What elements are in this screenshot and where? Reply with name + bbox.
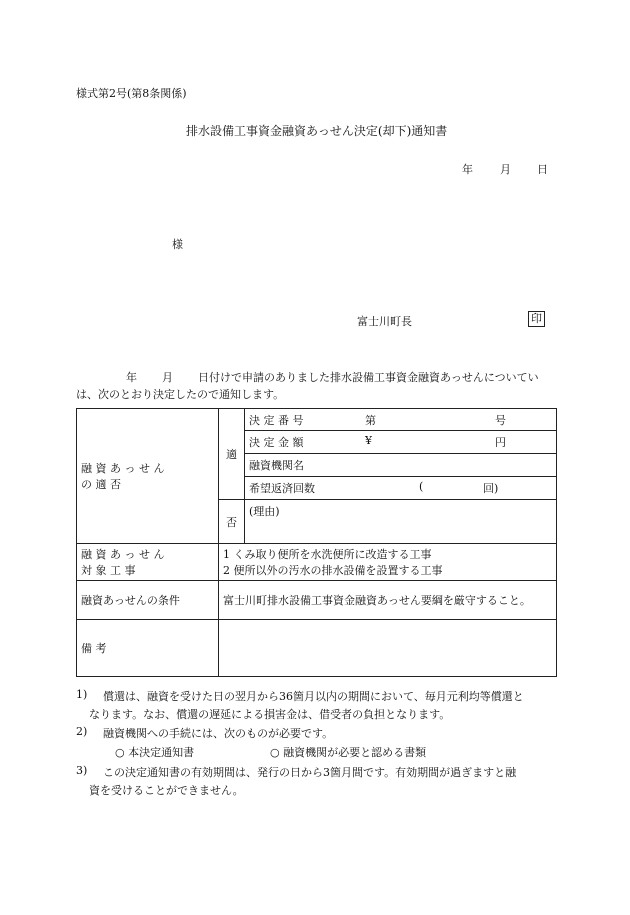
approval-label-line2: の 適 否 <box>81 478 121 491</box>
note-2-text: 融資機関への手続には、次のものが必要です。 <box>103 727 334 740</box>
approve-label: 適 <box>219 409 245 500</box>
target-work-label-cell <box>77 544 219 581</box>
repayment-cell <box>245 477 557 500</box>
form-number: 様式第2号(第8条関係) <box>76 87 187 100</box>
intro-month: 月 <box>162 371 173 384</box>
table-row <box>77 409 557 431</box>
document-title: 排水設備工事資金融資あっせん決定(却下)通知書 <box>186 124 448 138</box>
condition-text: 富士川町排水設備工事資金融資あっせん要綱を厳守すること。 <box>219 581 557 620</box>
work-item-1: 1 くみ取り便所を水洗便所に改造する工事 <box>223 548 432 561</box>
table-row <box>77 620 557 677</box>
deny-label: 否 <box>219 500 245 544</box>
reason-label: (理由) <box>249 505 280 518</box>
condition-label: 融資あっせんの条件 <box>77 581 219 620</box>
note-2-item2: ○ 融資機関が必要と認める書類 <box>270 746 427 759</box>
note-2-number: 2) <box>76 725 88 738</box>
intro-line1: 日付けで申請のありました排水設備工事資金融資あっせんについてい <box>198 371 539 384</box>
intro-line2: は、次のとおり決定したので通知します。 <box>76 388 285 401</box>
table-row <box>77 581 557 620</box>
date-day: 日 <box>537 163 548 176</box>
institution-label: 融資機関名 <box>249 459 304 472</box>
note-3-number: 3) <box>76 764 88 777</box>
date-year: 年 <box>462 163 473 176</box>
decision-number-suffix: 号 <box>495 413 506 427</box>
repayment-label: 希望返済回数 <box>249 482 315 495</box>
target-work-label-line1: 融 資 あ っ せ ん <box>81 548 165 561</box>
decision-table <box>76 408 557 677</box>
institution-cell <box>245 454 557 477</box>
currency-symbol: ¥ <box>365 434 372 447</box>
reason-cell <box>245 500 557 544</box>
note-1-line1: 償還は、融資を受けた日の翌月から36箇月以内の期間において、毎月元利均等償還と <box>103 690 524 703</box>
target-work-label-line2: 対 象 工 事 <box>81 564 136 577</box>
approval-label-line1: 融 資 あ っ せ ん <box>81 462 165 475</box>
addressee-suffix: 様 <box>172 238 183 251</box>
table-row <box>77 544 557 581</box>
note-1-number: 1) <box>76 688 88 701</box>
issuer-name: 富士川町長 <box>357 315 412 328</box>
decision-amount-cell <box>245 431 557 454</box>
repayment-close: 回) <box>483 482 499 495</box>
decision-amount-label: 決 定 金 額 <box>249 436 304 449</box>
approval-label-cell <box>77 409 219 544</box>
work-item-2: 2 便所以外の汚水の排水設備を設置する工事 <box>223 564 443 577</box>
decision-number-cell <box>245 409 557 431</box>
note-2-item1: ○ 本決定通知書 <box>115 746 195 759</box>
note-3-line1: この決定通知書の有効期間は、発行の日から3箇月間です。有効期間が過ぎますと融 <box>103 766 517 779</box>
note-3-line2: 資を受けることができません。 <box>89 784 244 797</box>
decision-number-prefix: 第 <box>365 413 376 427</box>
remarks-label: 備 考 <box>77 620 219 677</box>
amount-unit: 円 <box>495 436 506 449</box>
seal-mark <box>528 311 545 327</box>
remarks-cell <box>219 620 557 677</box>
date-month: 月 <box>500 163 511 176</box>
repayment-open: ( <box>419 480 424 493</box>
target-work-cell <box>219 544 557 581</box>
note-1-line2: なります。なお、償還の遅延による損害金は、借受者の負担となります。 <box>89 708 451 721</box>
seal-text: 印 <box>528 311 545 327</box>
intro-year: 年 <box>126 371 137 384</box>
decision-number-label: 決 定 番 号 <box>249 413 304 427</box>
